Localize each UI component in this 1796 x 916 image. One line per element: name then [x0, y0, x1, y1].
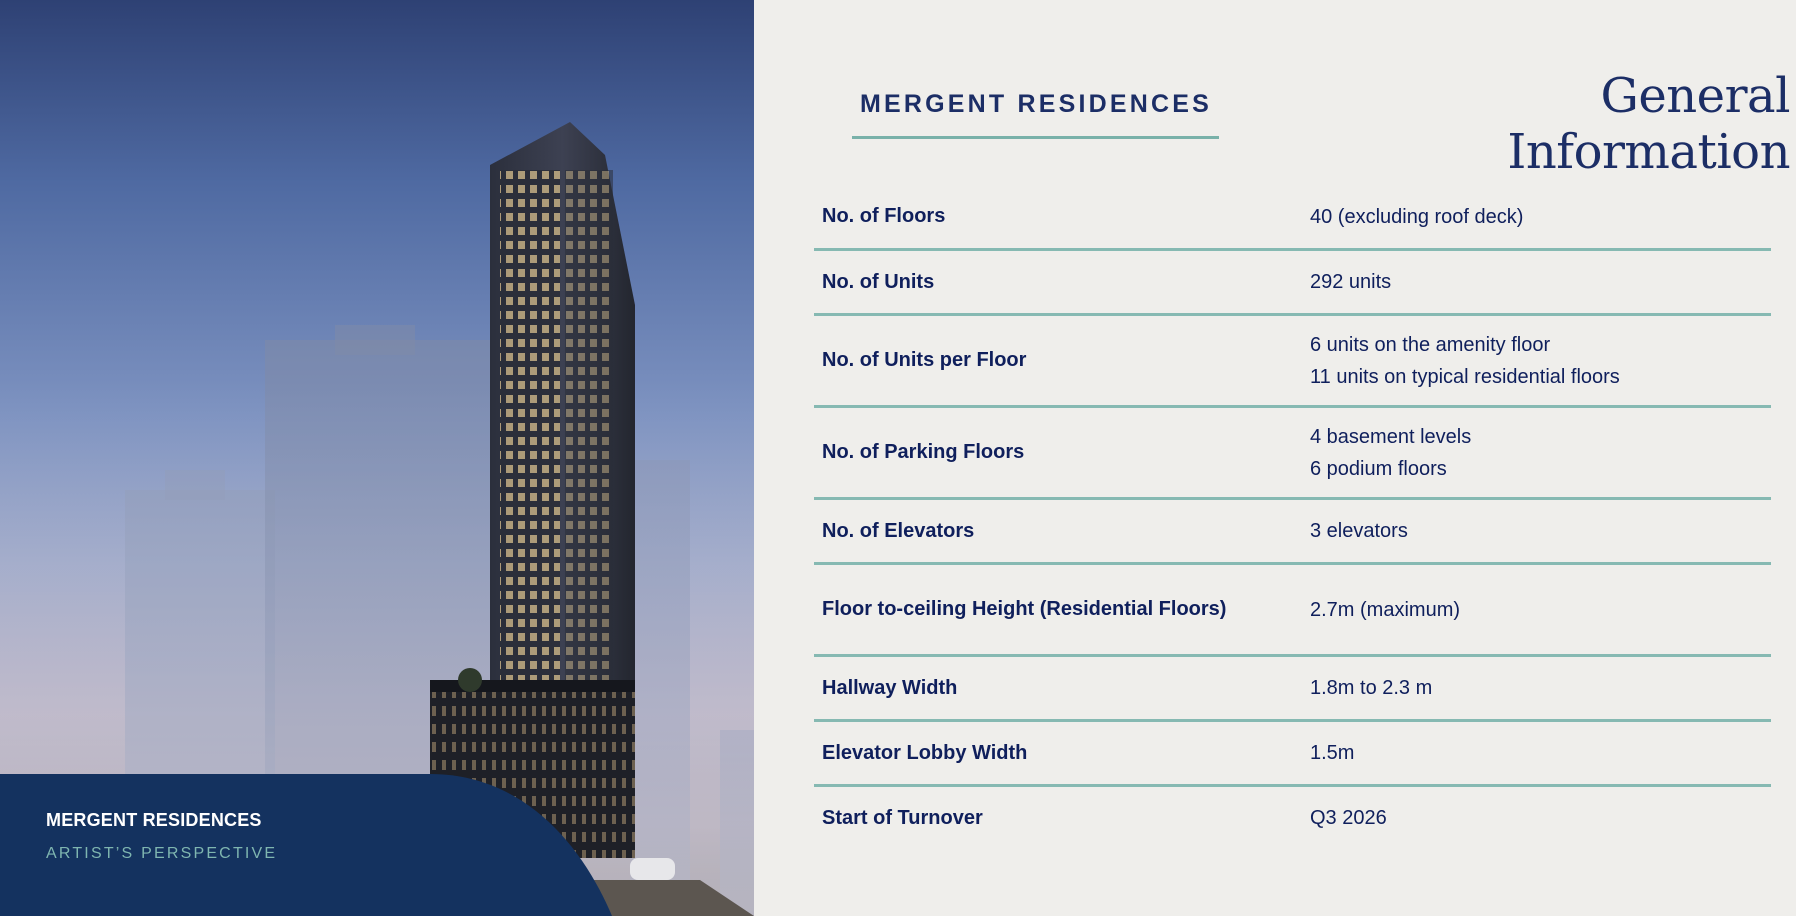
info-row — [814, 316, 1771, 408]
info-value — [1310, 672, 1771, 704]
info-value-line: 40 (excluding roof deck) — [1310, 205, 1524, 228]
info-value — [1310, 802, 1771, 834]
caption-overlay — [0, 0, 754, 916]
info-value — [1310, 266, 1771, 298]
info-label: No. of Floors — [822, 205, 946, 227]
artist-perspective-image — [0, 0, 754, 916]
info-row — [814, 722, 1771, 787]
caption-subtitle: ARTIST’S PERSPECTIVE — [46, 845, 278, 862]
info-value — [1310, 594, 1771, 626]
info-value — [1310, 201, 1771, 233]
info-value — [1310, 329, 1771, 393]
info-row — [814, 565, 1771, 657]
info-value — [1310, 737, 1771, 769]
info-value — [1310, 515, 1771, 547]
brand-underline — [852, 136, 1219, 139]
info-label: Hallway Width — [822, 676, 958, 699]
info-row — [814, 251, 1771, 316]
info-row — [814, 500, 1771, 565]
info-value-line: 2.7m (maximum) — [1310, 598, 1461, 621]
info-label: No. of Units — [822, 270, 935, 293]
info-label: No. of Elevators — [822, 519, 975, 542]
info-label: Elevator Lobby Width — [822, 741, 1028, 764]
brand-title: MERGENT RESIDENCES — [859, 90, 1213, 118]
info-value-line: 4 basement levels — [1310, 425, 1472, 448]
info-row — [814, 787, 1771, 849]
info-value-line: Q3 2026 — [1310, 807, 1387, 829]
info-label: No. of Units per Floor — [822, 349, 1027, 371]
general-info-table — [814, 185, 1771, 849]
caption-title: MERGENT RESIDENCES — [46, 810, 262, 830]
info-row — [814, 185, 1771, 251]
info-value-line: 1.8m to 2.3 m — [1310, 677, 1433, 699]
page-title: General Information — [1507, 68, 1790, 180]
info-value-line: 6 units on the amenity floor — [1310, 333, 1551, 356]
info-row — [814, 657, 1771, 722]
info-label: Floor to-ceiling Height (Residential Floors) — [822, 598, 1227, 620]
info-value-line: 6 podium floors — [1310, 457, 1447, 480]
info-value-line: 11 units on typical residential floors — [1310, 365, 1620, 388]
info-value-line: 1.5m — [1310, 742, 1355, 764]
info-label: No. of Parking Floors — [822, 441, 1025, 463]
info-value — [1310, 421, 1771, 485]
info-row — [814, 408, 1771, 500]
info-label: Start of Turnover — [822, 806, 983, 829]
info-value-line: 3 elevators — [1310, 520, 1408, 542]
info-value-line: 292 units — [1310, 271, 1392, 293]
